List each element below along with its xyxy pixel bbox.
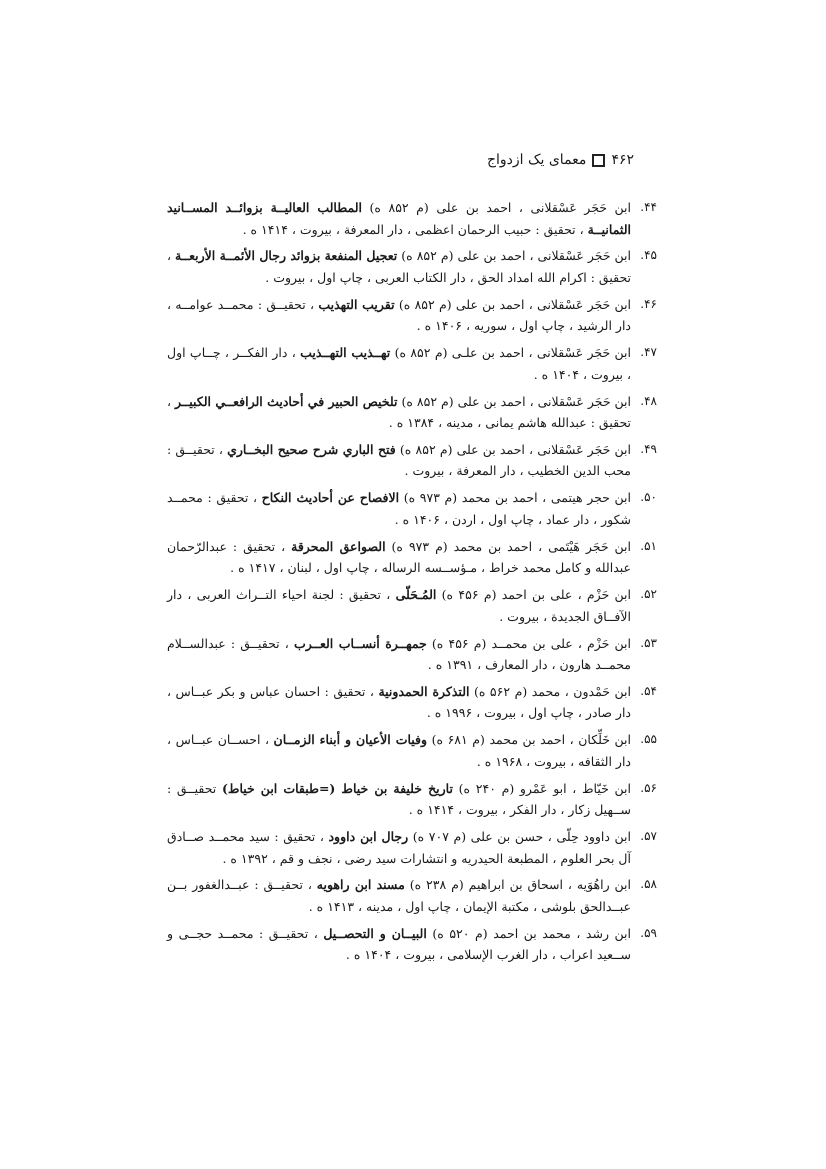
entry-publication: ، تحقیــق : محمــد عوامــه ، دار الرشید ، چاپ اول ، سوریه ، ۱۴۰۶ ه . xyxy=(167,296,631,334)
entry-title: وفیات الأعیان و أبناء الزمــان xyxy=(273,732,428,748)
entry-number: ۵۹. xyxy=(640,925,657,940)
entry-title: رجال ابن داوود xyxy=(328,829,409,845)
entry-number: ۵۲. xyxy=(640,587,657,602)
entry-number: ۵۷. xyxy=(640,829,657,844)
entry-title: تهــذیب التهــذیب xyxy=(300,345,391,361)
entry-number: ۴۵. xyxy=(640,248,657,263)
bibliography-entry xyxy=(167,633,657,676)
entry-author: ابن حَزْم ، علی بن محمــد (م ۴۵۶ ه) xyxy=(426,635,632,651)
entry-title: تقریب التهذیب xyxy=(318,296,395,312)
entry-publication: ، تحقیــق : عبدالســلام محمــد هارون ، دار المعارف ، ۱۳۹۱ ه . xyxy=(167,635,631,673)
entry-number: ۴۹. xyxy=(640,441,657,456)
entry-number: ۵۱. xyxy=(640,538,657,553)
entry-title: فتح الباري شرح صحیح البخــاري xyxy=(227,441,396,457)
bibliography-entry xyxy=(167,197,657,240)
entry-author: ابن رشد ، محمد بن احمد (م ۵۲۰ ه) xyxy=(426,925,631,941)
entry-publication: ، تحقیق : لجنة احیاء التــراث العربی ، دار الآفــاق الجدیدة ، بیروت . xyxy=(167,587,631,624)
entry-author: ابن داوود حِلّی ، حسن بن علی (م ۷۰۷ ه) xyxy=(408,829,631,845)
entry-publication: ، احســان عبــاس ، دار الثقافه ، بیروت ، ۱۹۶۸ ه . xyxy=(167,732,631,769)
bibliography-entry xyxy=(167,826,657,869)
entry-author: ابن حَجَر عَسْقلانی ، احمد بن علی (م ۸۵۲ ه) xyxy=(397,393,632,409)
bibliography-list xyxy=(167,197,657,971)
entry-number: ۴۷. xyxy=(640,345,657,360)
running-title: معمای یک ازدواج xyxy=(486,152,587,168)
bibliography-entry xyxy=(167,584,657,627)
entry-publication: ، تحقیــق : محب الدین الخطیب ، دار المعرفة ، بیروت . xyxy=(167,441,631,479)
entry-title: الافصاح عن أحادیث النکاح xyxy=(261,490,400,506)
entry-number: ۵۰. xyxy=(640,490,657,505)
entry-author: ابن حَجَر عَسْقلانی ، احمد بن علـی (م ۸۵۲ ه) xyxy=(390,345,632,361)
entry-author: ابن حَزْم ، علی بن احمد (م ۴۵۶ ه) xyxy=(436,587,631,603)
entry-author: ابن خَیّاط ، ابو عَمْرو (م ۲۴۰ ه) xyxy=(452,780,632,796)
entry-title: الصواعق المحرقة xyxy=(291,538,386,554)
entry-title: جمهــرة أنســاب العــرب xyxy=(293,635,427,651)
entry-title: المُـحَلّی xyxy=(395,587,437,603)
bibliography-entry xyxy=(167,487,657,530)
entry-publication: ، تحقیــق : محمــد حجــی و ســعید اعراب ، دار الغرب الإسلامی ، بیروت ، ۱۴۰۴ ه . xyxy=(167,925,631,963)
page-header xyxy=(487,150,634,170)
bibliography-entry xyxy=(167,729,657,772)
entry-publication: ، تحقیق : حبیب الرحمان اعظمی ، دار المعرفة ، بیروت ، ۱۴۱۴ ه . xyxy=(242,221,588,237)
bibliography-entry xyxy=(167,778,657,821)
bibliography-entry xyxy=(167,439,657,482)
entry-author: ابن خَلِّکان ، احمد بن محمد (م ۶۸۱ ه) xyxy=(427,732,631,748)
entry-title: المطالب العالیــة بزوائــد المســانید الثمانیــة xyxy=(167,200,631,237)
bibliography-entry xyxy=(167,391,657,434)
entry-title: تلخیص الحبیر في أحادیث الرافعــي الکبیــر xyxy=(175,393,398,409)
entry-publication: ، تحقیق : عبدالله هاشم یمانی ، مدینه ، ۱۳۸۴ ه . xyxy=(167,393,631,431)
entry-publication: تحقیــق : ســهیل زکار ، دار الفکر ، بیروت ، ۱۴۱۴ ه . xyxy=(167,780,631,818)
entry-number: ۵۸. xyxy=(640,877,657,892)
entry-title: تعجیل المنفعة بزوائد رجال الأئمــة الأربعــة xyxy=(175,248,398,264)
entry-title: مسند ابن راهویه xyxy=(316,877,405,893)
entry-author: ابن حَمْدون ، محمد (م ۵۶۲ ه) xyxy=(469,683,631,699)
bibliography-entry xyxy=(167,294,657,337)
entry-number: ۴۶. xyxy=(640,296,657,311)
bibliography-entry xyxy=(167,923,657,966)
page-number: ۴۶۲ xyxy=(611,152,634,168)
entry-number: ۴۴. xyxy=(640,200,657,214)
bibliography-entry xyxy=(167,874,657,917)
bibliography-entry xyxy=(167,681,657,724)
entry-author: ابن حَجَر عَسْقلانی ، احمد بن علی (م ۸۵۲ ه) xyxy=(397,248,632,264)
entry-number: ۵۳. xyxy=(640,635,657,650)
square-box-icon xyxy=(592,154,605,167)
entry-publication: ، تحقیق : محمــد شکور ، دار عماد ، چاپ اول ، اردن ، ۱۴۰۶ ه . xyxy=(167,490,631,527)
bibliography-entry xyxy=(167,342,657,385)
entry-title: التذکرة الحمدونیة xyxy=(378,683,470,699)
entry-number: ۵۶. xyxy=(640,780,657,795)
entry-author: ابن حَجَر عَسْقلانی ، احمد بن علی (م ۸۵۲ ه) xyxy=(394,296,632,312)
entry-publication: ، تحقیق : اکرام الله امداد الحق ، دار الکتاب العربی ، چاپ اول ، بیروت . xyxy=(167,248,631,285)
entry-publication: ، تحقیــق : عبــدالغفور بــن عبــدالحق بلوشی ، مکتبة الإیمان ، چاپ اول ، مدینه ، ۱۴۱۳ ه . xyxy=(167,877,631,914)
entry-publication: ، دار الفکــر ، چــاپ اول ، بیروت ، ۱۴۰۴ ه . xyxy=(167,345,631,382)
bibliography-entry xyxy=(167,245,657,288)
entry-publication: ، تحقیق : سید محمــد صــادق آل بحر العلوم ، المطبعة الحیدریه و انتشارات سید رضی ، نجف و قم ، ۱۳۹۲ ه . xyxy=(167,829,631,866)
entry-author: ابن راهُوَیه ، اسحاق بن ابراهیم (م ۲۳۸ ه) xyxy=(404,877,631,893)
entry-title: تاریخ خلیفة بن خیاط (=طبقات ابن خیاط) xyxy=(221,780,453,796)
entry-author: ابن حجر هیتمی ، احمد بن محمد (م ۹۷۳ ه) xyxy=(399,490,631,506)
entry-author: ابن حَجَر هَیْتَمی ، احمد بن محمد (م ۹۷۳ ه) xyxy=(385,538,631,554)
entry-number: ۵۵. xyxy=(640,732,657,747)
entry-author: ابن حَجَر عَسْقلانی ، احمد بن علی (م ۸۵۲ ه) xyxy=(361,200,632,215)
entry-publication: ، تحقیق : عبدالرّحمان عبدالله و کامل محمد خراط ، مـؤســسه الرساله ، چاپ اول ، لبنان ، ۱۴۱۷ ه . xyxy=(167,538,631,576)
entry-number: ۵۴. xyxy=(640,683,657,698)
entry-author: ابن حَجَر عَسْقلانی ، احمد بن علی (م ۸۵۲ ه) xyxy=(395,441,631,457)
bibliography-entry xyxy=(167,536,657,579)
entry-publication: ، تحقیق : احسان عباس و بکر عبــاس ، دار صادر ، چاپ اول ، بیروت ، ۱۹۹۶ ه . xyxy=(167,683,631,721)
entry-number: ۴۸. xyxy=(640,393,657,408)
entry-title: البیــان و التحصــیل xyxy=(323,925,427,941)
